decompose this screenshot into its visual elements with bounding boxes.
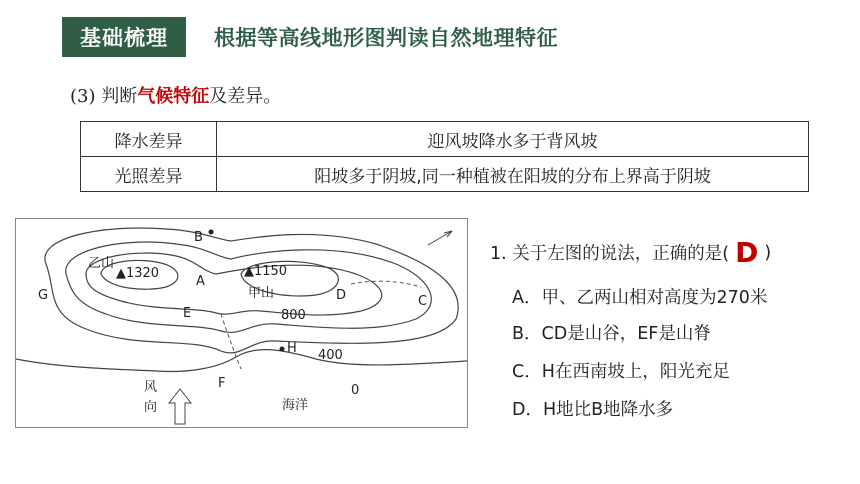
page-title: 根据等高线地形图判读自然地理特征: [214, 26, 558, 50]
question-text: 1. 关于左图的说法，正确的是(: [490, 244, 730, 264]
subheading: [70, 82, 281, 108]
label-contour-800: 800: [281, 308, 306, 323]
label-c: C: [418, 294, 428, 309]
subheading-suffix: 及差异。: [209, 86, 282, 107]
label-b: B: [194, 230, 203, 245]
subheading-number: (3): [70, 86, 96, 107]
label-yi-elev: ▲1320: [116, 266, 160, 281]
point-h-marker: [280, 347, 285, 352]
contour-map: [15, 218, 468, 428]
question-stem: [490, 235, 772, 269]
label-g: G: [38, 288, 49, 303]
label-yi-peak: 乙山: [88, 256, 115, 271]
table-cell-value: 迎风坡降水多于背风坡: [217, 122, 809, 157]
table-cell-value: 阳坡多于阴坡,同一种植被在阳坡的分布上界高于阴坡: [217, 157, 809, 192]
label-jia-peak: 甲山: [248, 286, 275, 301]
label-contour-0: 0: [351, 383, 360, 398]
point-b-marker: [209, 230, 214, 235]
label-a: A: [196, 274, 205, 289]
climate-table: [80, 121, 809, 192]
label-contour-400: 400: [318, 348, 343, 363]
option-b: B．CD是山谷，EF是山脊: [512, 324, 711, 344]
table-cell-label: 降水差异: [81, 122, 217, 157]
north-arrow-icon: [428, 231, 452, 245]
question-close: ): [764, 242, 772, 263]
subheading-prefix: 判断: [101, 86, 138, 107]
label-f: F: [218, 376, 226, 391]
label-jia-elev: ▲1150: [244, 264, 288, 279]
label-wind-1: 风: [144, 380, 158, 395]
dashed-line-ef: [221, 314, 241, 369]
label-d: D: [336, 288, 347, 303]
question-answer: D: [735, 235, 759, 269]
contour-map-svg: [16, 219, 467, 427]
dashed-line-dc: [351, 281, 421, 287]
option-c: C．H在西南坡上，阳光充足: [512, 362, 730, 382]
section-tag: 基础梳理: [62, 17, 186, 57]
label-sea: 海洋: [282, 398, 309, 413]
label-h: H: [287, 341, 297, 356]
option-d: D．H地比B地降水多: [512, 400, 674, 420]
label-e: E: [183, 306, 192, 321]
wind-arrow-icon: [169, 389, 191, 424]
subheading-highlight: 气候特征: [137, 86, 210, 107]
table-cell-label: 光照差异: [81, 157, 217, 192]
contour-line-0: [16, 350, 467, 372]
option-a: A．甲、乙两山相对高度为270米: [512, 288, 768, 308]
label-wind-2: 向: [144, 400, 158, 415]
table-row: [81, 122, 809, 157]
table-row: [81, 157, 809, 192]
